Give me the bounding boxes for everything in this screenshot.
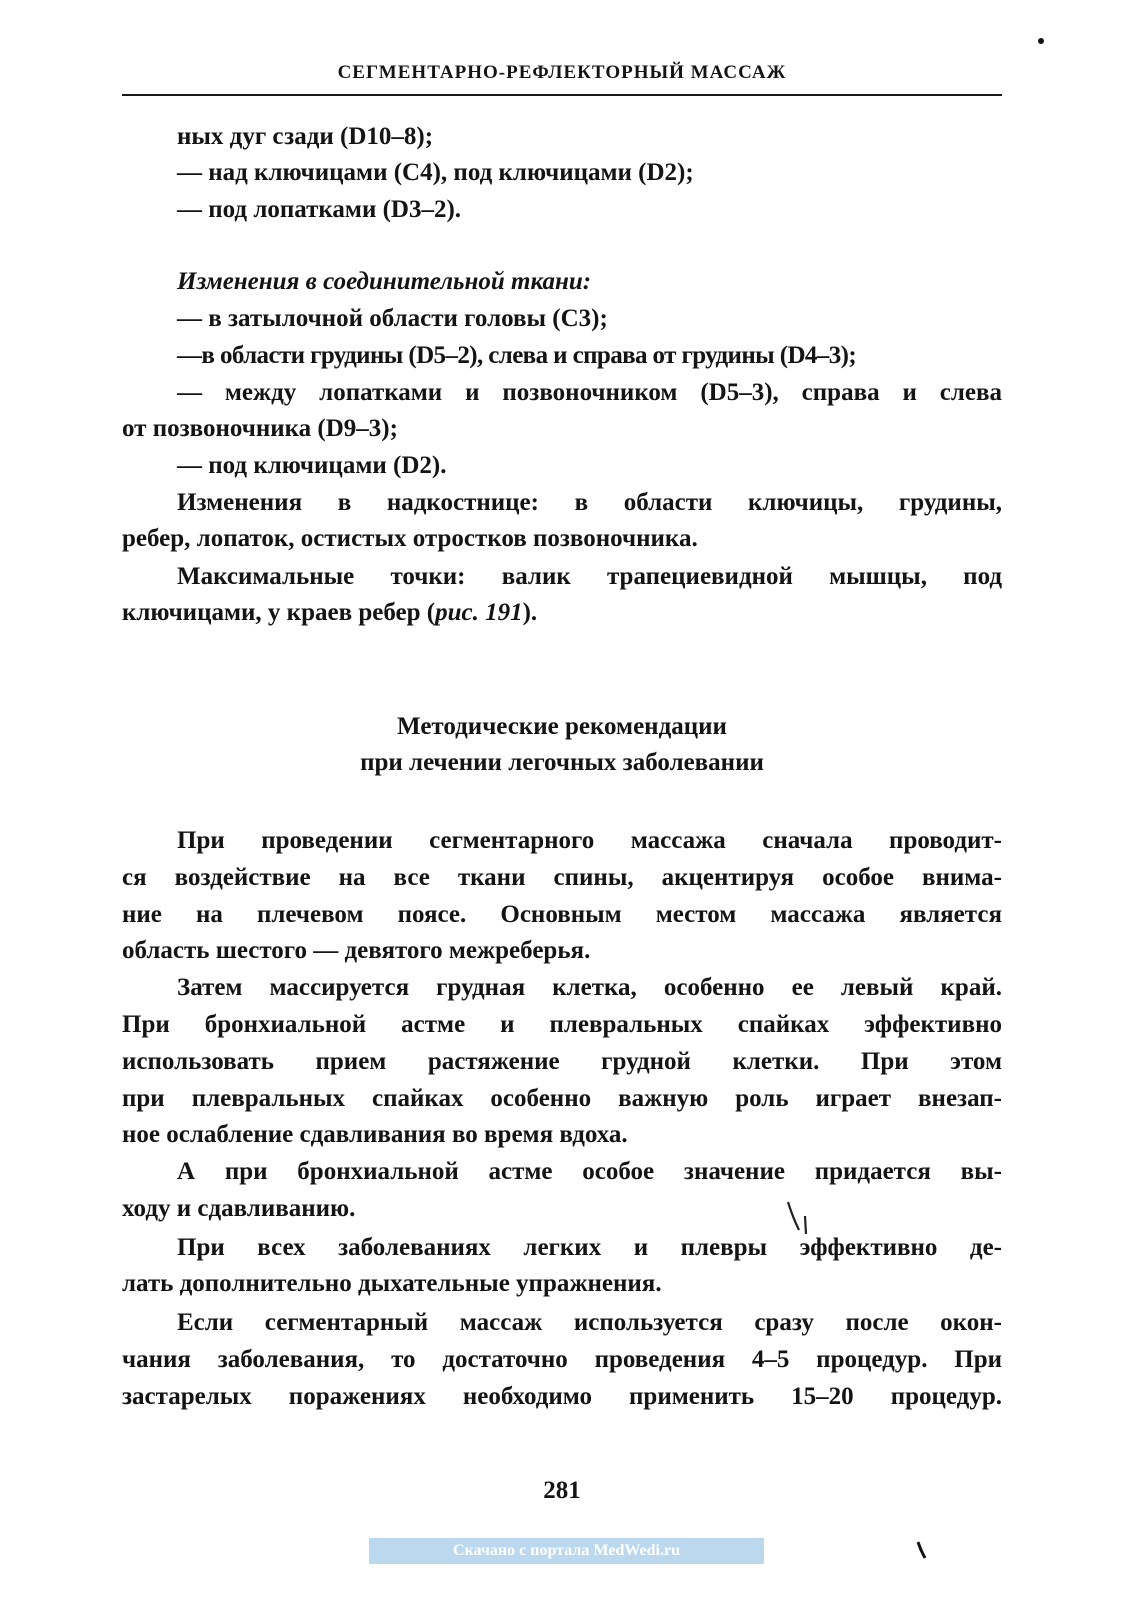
page-number: 281: [543, 1477, 581, 1504]
paragraph-line: Изменения в надкостнице: в области ключицы, грудины,: [177, 489, 1002, 516]
text-span: ключицами, у краев ребер (: [122, 599, 436, 626]
text-span: ).: [522, 599, 538, 626]
section-heading: при лечении легочных заболевании: [360, 749, 764, 776]
paragraph-line: При проведении сегментарного массажа сначала проводит-: [177, 827, 1002, 854]
paragraph-line: область шестого — девятого межреберья.: [122, 937, 591, 964]
figure-reference: рис. 191: [435, 599, 523, 626]
paragraph-line: лать дополнительно дыхательные упражнения.: [122, 1270, 662, 1297]
paragraph-line: застарелых поражениях необходимо применить 15–20 процедур.: [122, 1383, 1002, 1410]
list-line: — под лопатками (D3–2).: [177, 196, 462, 223]
download-watermark: [369, 1538, 764, 1564]
list-line: ных дуг сзади (D10–8);: [177, 123, 434, 150]
paragraph-line: Затем массируется грудная клетка, особенно ее левый край.: [177, 974, 1002, 1001]
running-header: СЕГМЕНТАРНО-РЕФЛЕКТОРНЫЙ МАССАЖ: [337, 62, 787, 83]
paragraph-line: При всех заболеваниях легких и плевры эффективно де-: [177, 1234, 1002, 1261]
section-heading: Методические рекомендации: [397, 713, 727, 740]
header-rule: [122, 94, 1002, 96]
list-line: —в области грудины (D5–2), слева и справа от грудины (D4–3);: [177, 342, 857, 369]
paragraph-line: А при бронхиальной астме особое значение придается вы-: [177, 1158, 1002, 1185]
paragraph-line: ребер, лопаток, остистых отростков позвоночника.: [122, 525, 698, 552]
paragraph-line: использовать прием растяжение грудной клетки. При этом: [122, 1048, 1002, 1075]
paragraph-line: Если сегментарный массаж используется сразу после окон-: [177, 1309, 1002, 1336]
paragraph-line: [122, 596, 1002, 630]
corner-dot: [1038, 38, 1044, 44]
paragraph-line: ние на плечевом поясе. Основным местом массажа является: [122, 901, 1002, 928]
list-line: — под ключицами (D2).: [177, 452, 447, 479]
paragraph-line: при плевральных спайках особенно важную роль играет внезап-: [122, 1085, 1002, 1112]
list-line: — над ключицами (С4), под ключицами (D2);: [177, 159, 694, 186]
pen-mark-icon: [785, 1200, 815, 1240]
paragraph-line: ся воздействие на все ткани спины, акцентируя особое внима-: [122, 864, 1002, 891]
list-line: от позвоночника (D9–3);: [122, 415, 398, 442]
paragraph-line: ходу и сдавливанию.: [122, 1195, 356, 1222]
paragraph-line: Максимальные точки: валик трапециевидной мышцы, под: [177, 563, 1002, 590]
corner-mark-icon: [915, 1540, 929, 1560]
paragraph-line: чания заболевания, то достаточно проведения 4–5 процедур. При: [122, 1346, 1002, 1373]
paragraph-line: При бронхиальной астме и плевральных спайках эффективно: [122, 1011, 1002, 1038]
watermark-text: Скачано с портала MedWedi.ru: [453, 1542, 680, 1559]
list-line: — между лопатками и позвоночником (D5–3), справа и слева: [177, 379, 1002, 406]
list-line: — в затылочной области головы (С3);: [177, 305, 608, 332]
subheading-connective-tissue: Изменения в соединительной ткани:: [177, 268, 592, 295]
paragraph-line: ное ослабление сдавливания во время вдоха.: [122, 1121, 628, 1148]
